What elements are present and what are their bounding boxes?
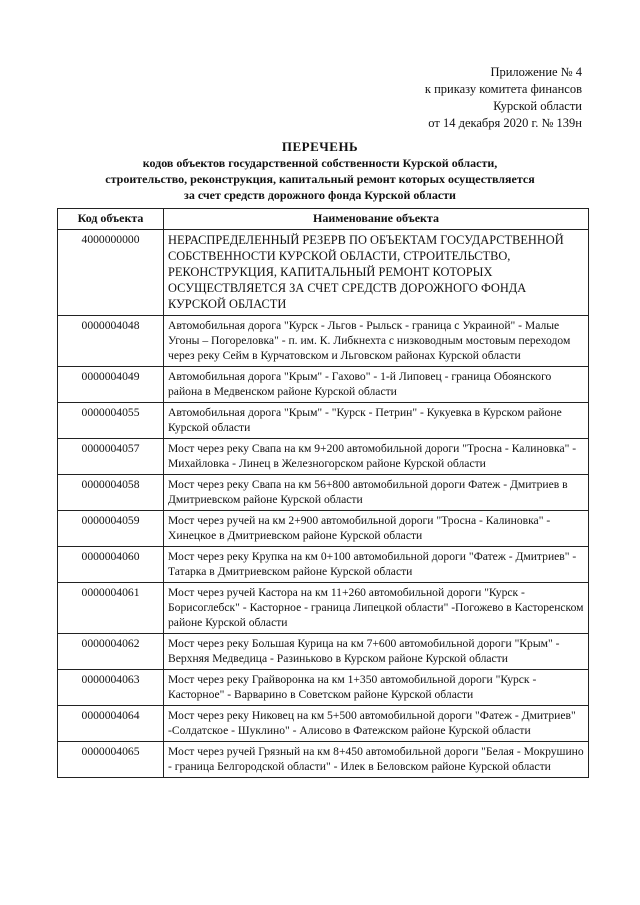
table-row — [58, 367, 589, 403]
object-code: 0000004057 — [58, 439, 164, 475]
object-code: 0000004064 — [58, 706, 164, 742]
object-code: 0000004048 — [58, 316, 164, 367]
object-code: 0000004058 — [58, 475, 164, 511]
appendix-date: от 14 декабря 2020 г. № 139н — [428, 116, 582, 130]
table-row — [58, 742, 589, 778]
table-row — [58, 670, 589, 706]
object-name: Мост через реку Никовец на км 5+500 автомобильной дороги "Фатеж - Дмитриев" -Солдатское - Шуклино" - Алисово в Фатежском районе Курской области — [164, 706, 589, 742]
object-code: 0000004060 — [58, 547, 164, 583]
object-name: Мост через ручей Грязный на км 8+450 автомобильной дороги "Белая - Мокрушино - граница Белгородской области" - Илек в Беловском районе Курской области — [164, 742, 589, 778]
appendix-region: Курской области — [493, 99, 582, 113]
object-name: Мост через реку Свапа на км 9+200 автомобильной дороги "Тросна - Калиновка" - Михайловка - Линец в Железногорском районе Курской области — [164, 439, 589, 475]
table-row — [58, 634, 589, 670]
object-name: Мост через реку Крупка на км 0+100 автомобильной дороги "Фатеж - Дмитриев" - Татарка в Дмитриевском районе Курской области — [164, 547, 589, 583]
document-title — [60, 138, 580, 203]
title-line-3: за счет средств дорожного фонда Курской области — [184, 188, 456, 202]
table-row — [58, 403, 589, 439]
table-row — [58, 439, 589, 475]
table-row — [58, 547, 589, 583]
table-row — [58, 511, 589, 547]
object-name: Автомобильная дорога "Крым" - "Курск - Петрин" - Кукуевка в Курском районе Курской области — [164, 403, 589, 439]
table-header-row — [58, 209, 589, 230]
object-code: 0000004061 — [58, 583, 164, 634]
object-name: Мост через ручей на км 2+900 автомобильной дороги "Тросна - Калиновка" - Хинецкое в Дмитриевском районе Курской области — [164, 511, 589, 547]
object-name: НЕРАСПРЕДЕЛЕННЫЙ РЕЗЕРВ ПО ОБЪЕКТАМ ГОСУДАРСТВЕННОЙ СОБСТВЕННОСТИ КУРСКОЙ ОБЛАСТИ, СТРОИТЕЛЬСТВО, РЕКОНСТРУКЦИЯ, КАПИТАЛЬНЫЙ РЕМОНТ КОТОРЫХ ОСУЩЕСТВЛЯЕТСЯ ЗА СЧЕТ СРЕДСТВ ДОРОЖНОГО ФОНДА КУРСКОЙ ОБЛАСТИ — [164, 230, 589, 316]
appendix-order-ref: к приказу комитета финансов — [424, 82, 582, 96]
appendix-number: Приложение № 4 — [490, 65, 582, 79]
object-code: 0000004059 — [58, 511, 164, 547]
title-line-2: строительство, реконструкция, капитальный ремонт которых осуществляется — [105, 172, 535, 186]
object-name: Мост через ручей Кастора на км 11+260 автомобильной дороги "Курск - Борисоглебск" - Касторное - граница Липецкой области" -Погожево в Касторенском районе Курской области — [164, 583, 589, 634]
object-code: 4000000000 — [58, 230, 164, 316]
table-row — [58, 316, 589, 367]
object-code: 0000004065 — [58, 742, 164, 778]
object-name: Мост через реку Грайворонка на км 1+350 автомобильной дороги "Курск - Касторное" - Варварино в Советском районе Курской области — [164, 670, 589, 706]
object-name: Автомобильная дорога "Курск - Льгов - Рыльск - граница с Украиной" - Малые Угоны – Погореловка" - п. им. К. Либкнехта с низководным мостовым переходом через реку Сейм в Курчатовском и Льговском районах Курской области — [164, 316, 589, 367]
table-row — [58, 706, 589, 742]
appendix-header — [425, 64, 582, 132]
object-code: 0000004062 — [58, 634, 164, 670]
object-code: 0000004063 — [58, 670, 164, 706]
header-name: Наименование объекта — [164, 209, 589, 230]
title-main: ПЕРЕЧЕНЬ — [281, 139, 359, 154]
table-row — [58, 475, 589, 511]
objects-table — [57, 208, 589, 778]
header-code: Код объекта — [58, 209, 164, 230]
table-row — [58, 230, 589, 316]
title-line-1: кодов объектов государственной собственности Курской области, — [142, 156, 498, 170]
object-code: 0000004055 — [58, 403, 164, 439]
object-name: Мост через реку Большая Курица на км 7+600 автомобильной дороги "Крым" - Верхняя Медведица - Разиньково в Курском районе Курской области — [164, 634, 589, 670]
table-row — [58, 583, 589, 634]
object-name: Автомобильная дорога "Крым" - Гахово" - 1-й Липовец - граница Обоянского района в Медвенском районе Курской области — [164, 367, 589, 403]
object-name: Мост через реку Свапа на км 56+800 автомобильной дороги Фатеж - Дмитриев в Дмитриевском районе Курской области — [164, 475, 589, 511]
object-code: 0000004049 — [58, 367, 164, 403]
